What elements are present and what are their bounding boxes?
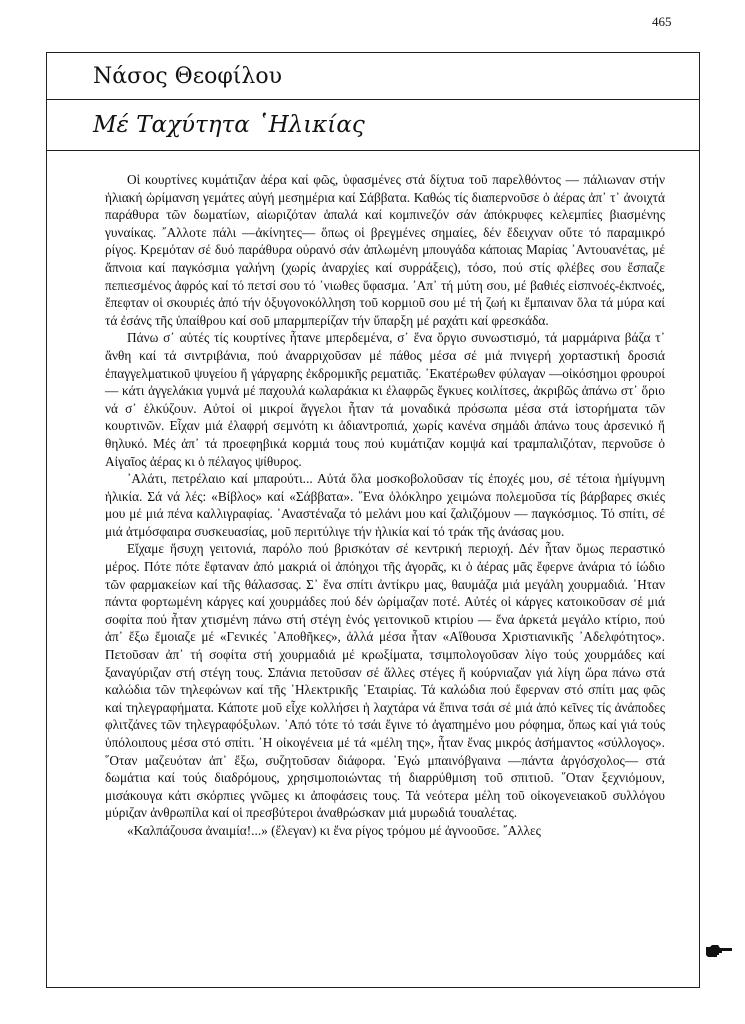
- article-body: [105, 171, 665, 840]
- article-title: Μέ Ταχύτητα ῾Ηλικίας: [93, 112, 365, 138]
- paragraph: Οἱ κουρτίνες κυμάτιζαν ἀέρα καί φῶς, ὑφασμένες στά δίχτυα τοῦ παρελθόντος — πάλιωναν στήν ἡλιακή ὡρίμανση γεμάτες αὐγή μεσημέρια καί Σάββατα. Καθώς τίς διαπερνοῦσε ὁ ἀέρας ἀπ᾽ τ᾽ ἀνοιχτά παράθυρα τῶν δωματίων, αἰωριζόταν ἁπαλά καί κομπινεζόν σάν ἀπόκρυφες κελεμπίες βιασμένης γυναίκας. ῎Αλλοτε πάλι —ἀκίνητες— ὅπως οἱ βρεγμένες σημαίες, δέν ἔδειχναν οὔτε τό παραμικρό ρίγος. Κρεμόταν σέ δυό παράθυρα οὐρανό σάν ἀπλωμένη μπουγάδα κάποιας Μαρίας ᾽Αντουανέτας, μέ ἄπνοια καί παγκόσμια γαλήνη (χωρίς ἀναρχίες καί συρράξεις), τόσο, πού στίς φλέβες σου ἔσπαζε πεπιεσμένος ἀφρός καί τό πετσί σου τό ᾽νιωθες ὕφασμα. ᾽Απ᾽ τή μύτη σου, μέ βαθιές εἰσπνοές-ἐκπνοές, ἔπεφταν οἱ σκουριές ἀπό τήν ὀξυγονοκόλληση τοῦ κορμιοῦ σου μέ τή ζωή κι ἔμπαιναν ὅλα τά μύρα καί τά ἐσάνς τῆς ὑπαίθρου καί σοῦ μπαρμπερίζαν τήν ὕπαρξη μέ ραχάτι καί φρεσκάδα.: [105, 172, 665, 328]
- paragraph: Εἴχαμε ἥσυχη γειτονιά, παρόλο πού βρισκόταν σέ κεντρική περιοχή. Δέν ἦταν ὅμως περαστικό μέρος. Πότε πότε ἔφταναν ἀπό μακριά οἱ ἀπόηχοι τῆς ἀγορᾶς, κι ὁ ἀέρας μᾶς ἔφερνε ἀνάρια τό ἰώδιο τῶν φαρμακείων καί τῆς θάλασσας. Σ᾽ ἕνα σπίτι ἀντίκρυ μας, θαυμάζα μιά μεγάλη χουρμαδιά. ᾽Ηταν πάντα φορτωμένη κάργες καί χουρμάδες πού δέν ὡρίμαζαν ποτέ. Αὐτές οἱ κάργες κατοικοῦσαν σέ μιά σοφίτα πού ἦταν χτισμένη πάνω στή στέγη ἑνός γειτονικοῦ κτιρίου — ἕνα ἀρκετά μεγάλο κτίριο, πού ἀπ᾽ ἔξω ἔμοιαζε μέ «Γενικές ᾽Αποθῆκες», ἀλλά μέσα ἦταν «Αἴθουσα Χριστιανικῆς ᾽Αδελφότητος». Πετοῦσαν ἀπ᾽ τή σοφίτα στή χουρμαδιά μέ κρωξίματα, τσιμπολογοῦσαν λίγο τούς χουρμάδες καί ξαναγύριζαν στή στέγη τους. Σπάνια πετοῦσαν σέ ἄλλες στέγες ἤ κούρνιαζαν γιά λίγη ὥρα πάνω στά καλώδια τῶν τηλεφώνων καί τῆς ᾽Ηλεκτρικῆς ᾽Εταιρίας. Τά καλώδια πού ἔφερναν στό σπίτι μας φῶς καί τηλεγραφήματα. Κάποτε μοῦ εἶχε κολλήσει ἡ λαχτάρα νά ἔπινα τσάι σέ μιά ἀπό κεῖνες τίς ἀνάποδες φλιτζάνες τῶν τηλεγραφόξυλων. ᾽Από τότε τό τσάι ἔγινε τό ἀγαπημένο μου ρόφημα, ὅπως καί γιά τούς ὑπόλοιπους μέσα στό σπίτι. ᾽Η οἰκογένεια μέ τά «μέλη της», ἦταν ἕνας μικρός ἀσήμαντος «σύλλογος». ῞Οταν μαζευόταν ἀπ᾽ ἔξω, συζητοῦσαν διάφορα. ᾽Εγώ μπαινόβγαινα —πάντα ἀργόσχολος— στά δωμάτια καί τούς διαδρόμους, χρησιμοποιώντας τή διαρρύθμιση τοῦ σπιτιοῦ. ῞Οταν ξεχνιόμουν, μισάκουγα κάτι σκόρπιες γνῶμες κι ἀποφάσεις τους. Τά νεότερα μέλη τοῦ οἰκογενειακοῦ συλλόγου μύριζαν ἀνθρωπίλα καί οἱ πρεσβύτεροι ἀναθρώσκαν μιά μυρωδιά τουαλέτας.: [105, 541, 665, 821]
- title-band: [47, 100, 699, 151]
- author-name: Νάσος Θεοφίλου: [93, 63, 282, 89]
- page-number: 465: [652, 14, 672, 29]
- paragraph: ᾽Αλάτι, πετρέλαιο καί μπαρούτι... Αὐτά ὅλα μοσκοβολοῦσαν τίς ἐποχές μου, σέ τέτοια ἡμίγυμνη ἡλικία. Σά νά λές: «Βίβλος» καί «Σάββατα». ῞Ενα ὁλόκληρο χειμώνα πολεμοῦσα τίς βάρβαρες σκιές μου μέ μιά πένα καλλιγραφίας. ᾽Αναστέναζα τό μελάνι μου καί ζαλιζόμουν — παγκόσμιος. Τό σπίτι, σέ μιά ἀτμόσφαιρα συσκευασίας, μοῦ περιτύλιγε τήν ἡλικία καί τό τράκ τῆς ἀνάσας μου.: [105, 471, 665, 539]
- author-band: [47, 53, 699, 100]
- paragraph: Πάνω σ᾽ αὐτές τίς κουρτίνες ἦτανε μπερδεμένα, σ᾽ ἕνα ὄργιο συνωστισμό, τά μαρμάρινα βάζα τ᾽ ἄνθη καί τά σιντριβάνια, πού ἀναρριχοῦσαν μέ πάθος μέσα σέ μιά πνιγερή χορταστική δροσιά ἐπαγγελματικοῦ ψυγείου ἤ γάργαρης ἐκδρομικῆς ρεματιᾶς. ᾽Εκατέρωθεν φύλαγαν —οἰκόσημοι φρουροί— κάτι ἀγγελάκια γυμνά μέ παχουλά κωλαράκια κι ἐλαφρῶς ἔγκυες κοιλίτσες, ἀκριβῶς ἀπάνω στ᾽ ὅριο νά σ᾽ ἑλκύζουν. Αὐτοί οἱ μικροί ἄγγελοι ἦταν τά μοναδικά πρόσωπα μέσα στά ἱστορήματα τῶν κουρτινῶν. Εἶχαν μιά ἐλαφρή σεμνότη κι ἀδιαντροπιά, χωρίς κανένα σημάδι ἀπάνω τους ἀρσενικό ἤ θηλυκό. Μές ἀπ᾽ τά προεφηβικά κορμιά τους πού κυμάτιζαν κομψά καί τραμπαλιζόταν, περνοῦσε ὁ Αἰγαῖος ἀέρας κι ὁ πέλαγος ψίθυρος.: [105, 330, 665, 469]
- pointing-hand-icon: [704, 943, 734, 959]
- paragraph: «Καλπάζουσα ἀναιμία!...» (ἔλεγαν) κι ἕνα ρίγος τρόμου μέ ἀγνοοῦσε. ῎Αλλες: [127, 822, 541, 838]
- article-frame: [46, 52, 700, 988]
